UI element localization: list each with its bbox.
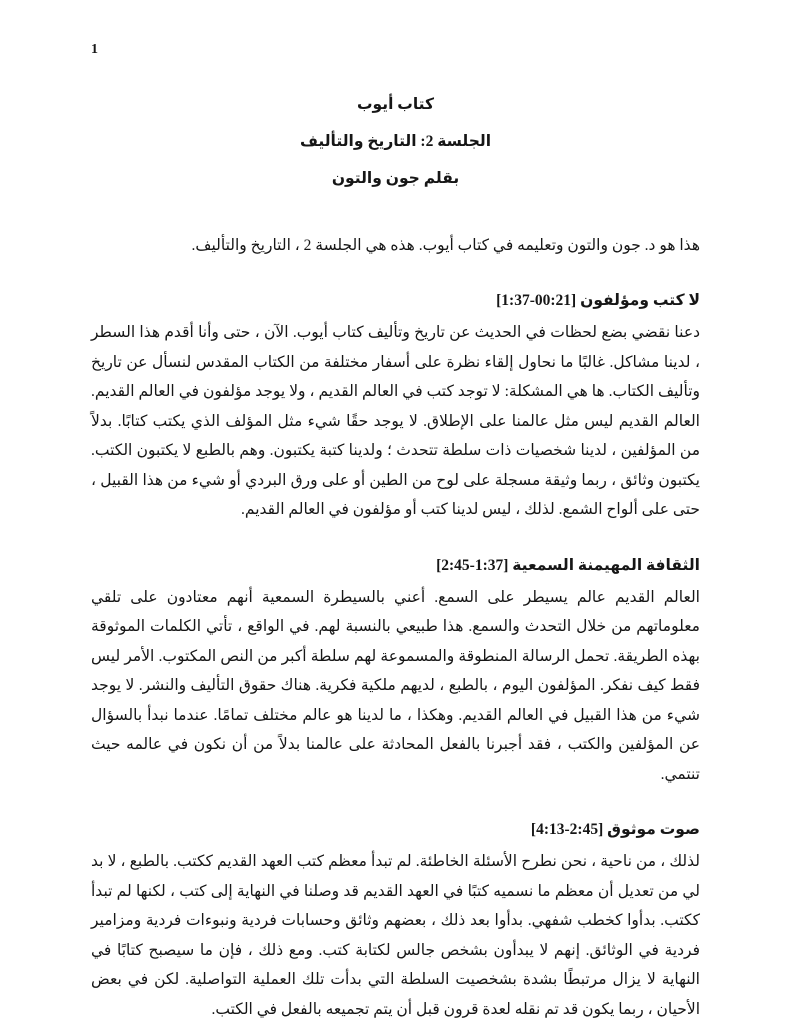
document-title-block: [91, 86, 700, 197]
section-body: العالم القديم عالم يسيطر على السمع. أعني بالسيطرة السمعية أنهم معتادون على تلقي معلوماتهم من خلال التحدث والسمع. هذا طبيعي بالنسبة لهم. في الواقع ، تأتي الكلمات الموثوقة بهذه الطريقة. تحمل الرسالة المنطوقة والمسموعة لهم سلطة أكبر من النص المكتوب. الأمر ليس فقط كيف نفكر. المؤلفون اليوم ، بالطبع ، لديهم ملكية فكرية. هناك حقوق التأليف والنشر. لا يوجد شيء من هذا القبيل في العالم القديم. وهكذا ، ما لدينا هو عالم مختلف تمامًا. عندما نبدأ بالسؤال عن المؤلفين والكتب ، فقد أجبرنا بالفعل المحادثة على عالمنا بدلاً من أن نكون في عالمه حيث تنتمي.: [91, 588, 700, 783]
section-body: دعنا نقضي بضع لحظات في الحديث عن تاريخ وتأليف كتاب أيوب. الآن ، حتى وأنا أقدم هذا السطر ، لدينا مشاكل. غالبًا ما نحاول إلقاء نظرة على أسفار مختلفة من الكتاب المقدس لنسأل عن تاريخ وتأليف الكتاب. ها هي المشكلة: لا توجد كتب في العالم القديم ، ولا يوجد مؤلفون في العالم القديم. العالم القديم ليس مثل عالمنا على الإطلاق. لا يوجد حقًا شيء مثل المؤلف الذي يكتب كتابًا. بدلاً من المؤلفين ، لدينا شخصيات ذات سلطة تتحدث ؛ ولدينا كتبة يكتبون. وهم بالطبع لا يكتبون الكتب. يكتبون وثائق ، ربما وثيقة مسجلة على لوح من الطين أو على ورق البردي أو شيء من هذا القبيل ، حتى على ألواح الشمع. لذلك ، ليس لدينا كتب أو مؤلفون في العالم القديم.: [91, 324, 700, 518]
page-number: 1: [91, 42, 98, 57]
document-title: كتاب أيوب: [356, 96, 435, 113]
section: [91, 551, 700, 790]
section-heading: لا كتب ومؤلفون [00:21-1:37]: [496, 292, 700, 309]
section: [91, 815, 700, 1024]
document-author-line: بقلم جون والتون: [331, 170, 460, 187]
section-heading: الثقافة المهيمنة السمعية [1:37-2:45]: [436, 556, 700, 574]
section: [91, 286, 700, 525]
section-body: لذلك ، من ناحية ، نحن نطرح الأسئلة الخاطئة. لم تبدأ معظم كتب العهد القديم ككتب. بالطبع ، لا بد لي من تعديل أن معظم ما نسميه كتبًا في العهد القديم قد وصلنا في النهاية إلى كتب ، لكنها لم تبدأ ككتب. بدأوا كخطب شفهي. بدأوا بعد ذلك ، بعضهم وثائق وحسابات فردية ونبوءات فردية ومزامير فردية في الوثائق. إنهم لا يبدأون بشخص جالس لكتابة كتب. ومع ذلك ، فإن ما سيصبح كتابًا في النهاية لا يزال مرتبطًا بشدة بشخصيت السلطة التي بدأت تلك العملية التواصلية. لكن في بعض الأحيان ، ربما يكون قد تم نقله لعدة قرون قبل أن يتم تجميعه بالفعل في الكتب.: [91, 853, 700, 1018]
document-subtitle-session: الجلسة 2: التاريخ والتأليف: [299, 133, 492, 150]
section-heading: صوت موثوق [2:45-4:13]: [530, 821, 700, 838]
intro-paragraph: هذا هو د. جون والتون وتعليمه في كتاب أيوب. هذه هي الجلسة 2 ، التاريخ والتأليف.: [191, 237, 700, 254]
